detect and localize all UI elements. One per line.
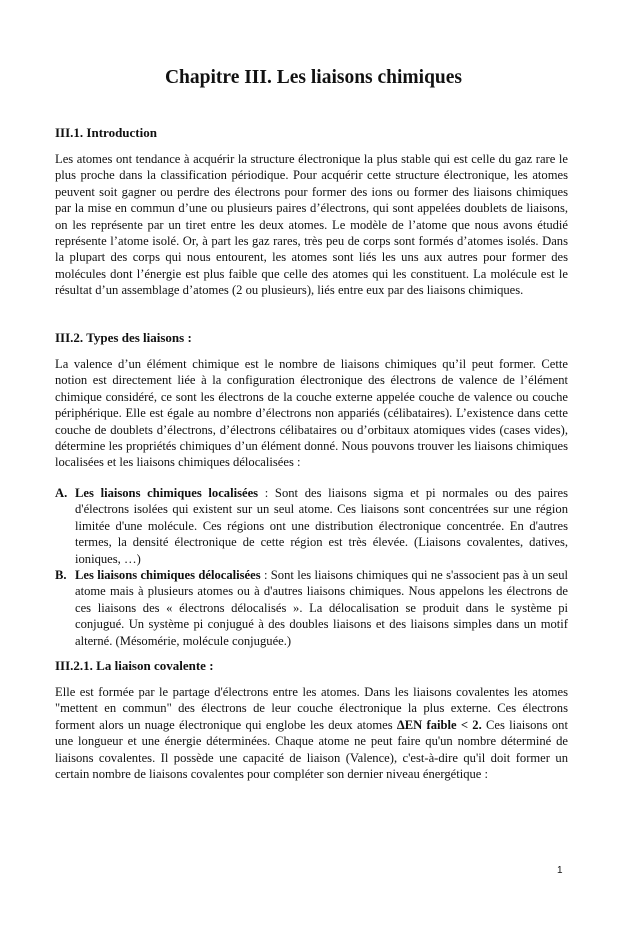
list-item-localized	[55, 485, 568, 567]
paragraph-covalent-text-before: Elle est formée par le partage d'électrons entre les atomes. Dans les liaisons covalentes les atomes "mettent en commun" des électrons de leur couche électronique la plus externe. Ces électrons forment alors un nuage électronique qui englobe les deux atomes	[55, 685, 568, 732]
paragraph-covalent-bold: ΔEN faible < 2.	[396, 717, 482, 732]
paragraph-types: La valence d’un élément chimique est le nombre de liaisons chimiques qu’il peut former. Cette notion est directement liée à la configuration électronique des électrons de valence de l’élément chimique considéré, ce sont les électrons de la couche externe appelée couche de valence ou couche périphérique. Elle est égale au nombre d’électrons non appariés (célibataires). L’existence dans cette couche de doublets d’électrons, d’électrons célibataires ou d’orbitaux atomiques vides (cases vides), détermine les propriétés chimiques d’un élément donné. Nous pouvons trouver les liaisons chimiques localisées et les liaisons chimiques délocalisées :	[55, 357, 568, 470]
list-marker: A.	[55, 486, 68, 500]
section-heading-introduction: III.1. Introduction	[55, 125, 157, 140]
list-item-body	[75, 567, 568, 649]
list-marker: B.	[55, 568, 67, 582]
paragraph-covalent	[55, 684, 568, 782]
section-heading-types: III.2. Types des liaisons :	[55, 330, 192, 345]
list-item-body	[75, 485, 568, 567]
page-title: Chapitre III. Les liaisons chimiques	[164, 67, 463, 88]
paragraph-covalent-text-after: Ces liaisons ont une longueur et une énergie déterminées. Chaque atome ne peut faire qu'un nombre déterminé de liaisons covalentes. Il possède une capacité de liaison (Valence), c'est-à-dire qu'il doit former un certain nombre de liaisons covalentes pour compléter son dernier niveau énergétique :	[55, 717, 568, 782]
list-item-lead: Les liaisons chimiques délocalisées	[75, 568, 261, 582]
page-number: 1	[557, 865, 563, 876]
list-item-delocalized	[55, 567, 568, 649]
list-item-lead: Les liaisons chimiques localisées	[75, 486, 259, 500]
paragraph-introduction: Les atomes ont tendance à acquérir la structure électronique la plus stable qui est celle du gaz rare le plus proche dans la classification périodique. Pour acquérir cette structure électronique, les atomes peuvent soit gagner ou perdre des électrons pour former des ions ou former des liaisons chimiques par la mise en commun d’une ou plusieurs paires d’électrons, qui sont appelées doublets de liaisons, on les représente par un tiret entre les deux atomes. Le modèle de l’atome que nous avons étudié représente l’atome isolé. Or, à part les gaz rares, très peu de corps sont formés d’atomes isolés. Dans la plupart des corps qui nous entourent, les atomes sont liés les uns aux autres pour former des molécules dont l’énergie est plus faible que celle des atomes qui les constituent. La molécule est le résultat d’un assemblage d’atomes (2 ou plusieurs), liés entre eux par des liaisons chimiques.	[55, 152, 568, 298]
list-item-text: : Sont les liaisons chimiques qui ne s'associent pas à un seul atome mais à plusieurs atomes ou à d'autres liaisons chimiques. Nous appelons les électrons de ces liaisons des « électrons délocalisés ». La délocalisation se produit dans le système pi conjugué. Un système pi conjugué à des doubles liaisons et des liaisons simples dans un motif alterné. (Mésomérie, molécule conjuguée.)	[75, 568, 568, 648]
list-item-text: : Sont des liaisons sigma et pi normales ou des paires d'électrons isolées qui existent sur un seul atome. Ces liaisons sont concentrées sur une région limitée d'une molécule. Ces régions ont une distribution électronique concentrée. En d'autres termes, la densité électronique de cette région est très élevée. (Liaisons covalentes, datives, ioniques, …)	[75, 486, 568, 566]
section-heading-covalent: III.2.1. La liaison covalente :	[55, 658, 214, 673]
